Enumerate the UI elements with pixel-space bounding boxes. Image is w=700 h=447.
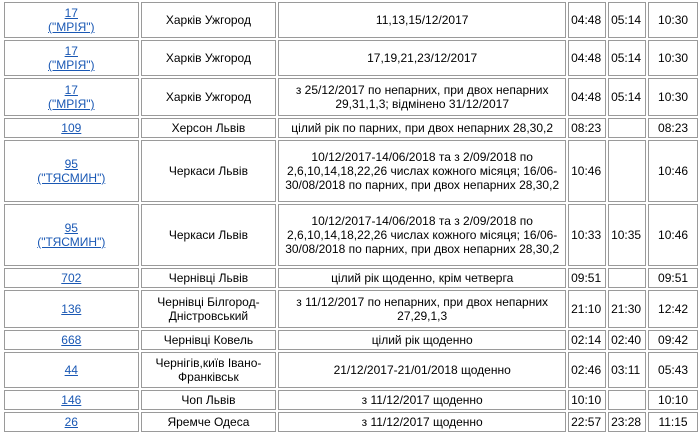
route-cell: Харків Ужгород xyxy=(141,78,277,116)
schedule-rows xyxy=(4,2,698,432)
train-number-cell xyxy=(4,40,139,76)
train-link[interactable] xyxy=(7,393,136,407)
table-row xyxy=(4,2,698,38)
train-number: 109 xyxy=(61,121,82,135)
train-number: 17 xyxy=(64,44,78,58)
arrival-time-cell: 05:14 xyxy=(608,40,646,76)
train-number-cell xyxy=(4,390,139,410)
days-cell: з 11/12/2017 щоденно xyxy=(278,390,566,410)
days-cell: 11,13,15/12/2017 xyxy=(278,2,566,38)
train-link[interactable] xyxy=(7,157,136,185)
time-cell: 10:10 xyxy=(648,390,698,410)
train-name: ("ТЯСМИН") xyxy=(37,171,106,185)
arrival-time-cell xyxy=(608,118,646,138)
train-number-cell xyxy=(4,412,139,432)
arrival-time-cell: 05:14 xyxy=(608,2,646,38)
time-cell: 10:30 xyxy=(648,78,698,116)
route-cell: Харків Ужгород xyxy=(141,40,277,76)
days-cell: 21/12/2017-21/01/2018 щоденно xyxy=(278,352,566,388)
train-link[interactable] xyxy=(7,363,136,377)
time-cell: 10:30 xyxy=(648,2,698,38)
arrival-time-cell: 05:14 xyxy=(608,78,646,116)
route-cell: Харків Ужгород xyxy=(141,2,277,38)
arrival-time-cell: 23:28 xyxy=(608,412,646,432)
train-number: 17 xyxy=(64,83,78,97)
train-number: 26 xyxy=(64,415,78,429)
train-number: 668 xyxy=(61,333,82,347)
departure-time-cell: 10:10 xyxy=(568,390,606,410)
table-row xyxy=(4,140,698,202)
departure-time-cell: 04:48 xyxy=(568,78,606,116)
departure-time-cell: 02:46 xyxy=(568,352,606,388)
days-cell: 10/12/2017-14/06/2018 та з 2/09/2018 по 2,6,10,14,18,22,26 числах кожного місяця; 16/06-30/08/2018 по парних, при двох непарних 28,30,2 xyxy=(278,204,566,266)
train-number-cell xyxy=(4,268,139,288)
train-number: 95 xyxy=(64,157,78,171)
train-number-cell xyxy=(4,140,139,202)
time-cell: 08:23 xyxy=(648,118,698,138)
departure-time-cell: 09:51 xyxy=(568,268,606,288)
train-number: 702 xyxy=(61,271,82,285)
departure-time-cell: 04:48 xyxy=(568,2,606,38)
table-row xyxy=(4,390,698,410)
train-link[interactable] xyxy=(7,83,136,111)
route-cell: Яремче Одеса xyxy=(141,412,277,432)
departure-time-cell: 21:10 xyxy=(568,290,606,328)
table-row xyxy=(4,412,698,432)
schedule-table xyxy=(2,0,700,434)
train-name: ("МРІЯ") xyxy=(48,58,95,72)
arrival-time-cell: 03:11 xyxy=(608,352,646,388)
route-cell: Чернігів,київ Івано-Франківськ xyxy=(141,352,277,388)
days-cell: 10/12/2017-14/06/2018 та з 2/09/2018 по 2,6,10,14,18,22,26 числах кожного місяця; 16/06-30/08/2018 по парних, при двох непарних 28,30,2 xyxy=(278,140,566,202)
arrival-time-cell xyxy=(608,390,646,410)
table-row xyxy=(4,290,698,328)
days-cell: з 11/12/2017 по непарних, при двох непарних 27,29,1,3 xyxy=(278,290,566,328)
train-number-cell xyxy=(4,78,139,116)
table-row xyxy=(4,78,698,116)
days-cell: 17,19,21,23/12/2017 xyxy=(278,40,566,76)
arrival-time-cell xyxy=(608,268,646,288)
train-number: 95 xyxy=(64,221,78,235)
train-link[interactable] xyxy=(7,415,136,429)
departure-time-cell: 08:23 xyxy=(568,118,606,138)
time-cell: 09:51 xyxy=(648,268,698,288)
train-name: ("МРІЯ") xyxy=(48,20,95,34)
departure-time-cell: 02:14 xyxy=(568,330,606,350)
table-row xyxy=(4,352,698,388)
days-cell: з 25/12/2017 по непарних, при двох непарних 29,31,1,3; відмінено 31/12/2017 xyxy=(278,78,566,116)
train-number-cell xyxy=(4,204,139,266)
route-cell: Чоп Львів xyxy=(141,390,277,410)
train-number: 17 xyxy=(64,6,78,20)
table-row xyxy=(4,40,698,76)
days-cell: цілий рік щоденно xyxy=(278,330,566,350)
route-cell: Херсон Львів xyxy=(141,118,277,138)
days-cell: цілий рік по парних, при двох непарних 28,30,2 xyxy=(278,118,566,138)
train-number: 146 xyxy=(61,393,82,407)
time-cell: 09:42 xyxy=(648,330,698,350)
train-name: ("ТЯСМИН") xyxy=(37,235,106,249)
arrival-time-cell xyxy=(608,140,646,202)
route-cell: Черкаси Львів xyxy=(141,204,277,266)
train-number: 136 xyxy=(61,302,82,316)
route-cell: Чернівці Львів xyxy=(141,268,277,288)
time-cell: 10:46 xyxy=(648,140,698,202)
train-number-cell xyxy=(4,2,139,38)
train-number: 44 xyxy=(64,363,78,377)
days-cell: з 11/12/2017 щоденно xyxy=(278,412,566,432)
departure-time-cell: 10:46 xyxy=(568,140,606,202)
route-cell: Чернівці Ковель xyxy=(141,330,277,350)
train-name: ("МРІЯ") xyxy=(48,97,95,111)
arrival-time-cell: 02:40 xyxy=(608,330,646,350)
arrival-time-cell: 21:30 xyxy=(608,290,646,328)
time-cell: 05:43 xyxy=(648,352,698,388)
arrival-time-cell: 10:35 xyxy=(608,204,646,266)
departure-time-cell: 04:48 xyxy=(568,40,606,76)
table-row xyxy=(4,204,698,266)
table-row xyxy=(4,330,698,350)
train-number-cell xyxy=(4,352,139,388)
train-link[interactable] xyxy=(7,271,136,285)
departure-time-cell: 22:57 xyxy=(568,412,606,432)
table-row xyxy=(4,118,698,138)
train-number-cell xyxy=(4,290,139,328)
train-number-cell xyxy=(4,330,139,350)
train-link[interactable] xyxy=(7,6,136,34)
time-cell: 12:42 xyxy=(648,290,698,328)
time-cell: 10:30 xyxy=(648,40,698,76)
train-link[interactable] xyxy=(7,302,136,316)
train-link[interactable] xyxy=(7,44,136,72)
train-link[interactable] xyxy=(7,333,136,347)
departure-time-cell: 10:33 xyxy=(568,204,606,266)
days-cell: цілий рік щоденно, крім четверга xyxy=(278,268,566,288)
route-cell: Черкаси Львів xyxy=(141,140,277,202)
route-cell: Чернівці Білгород-Дністровський xyxy=(141,290,277,328)
table-row xyxy=(4,268,698,288)
time-cell: 11:15 xyxy=(648,412,698,432)
train-link[interactable] xyxy=(7,221,136,249)
train-link[interactable] xyxy=(7,121,136,135)
time-cell: 10:46 xyxy=(648,204,698,266)
train-number-cell xyxy=(4,118,139,138)
